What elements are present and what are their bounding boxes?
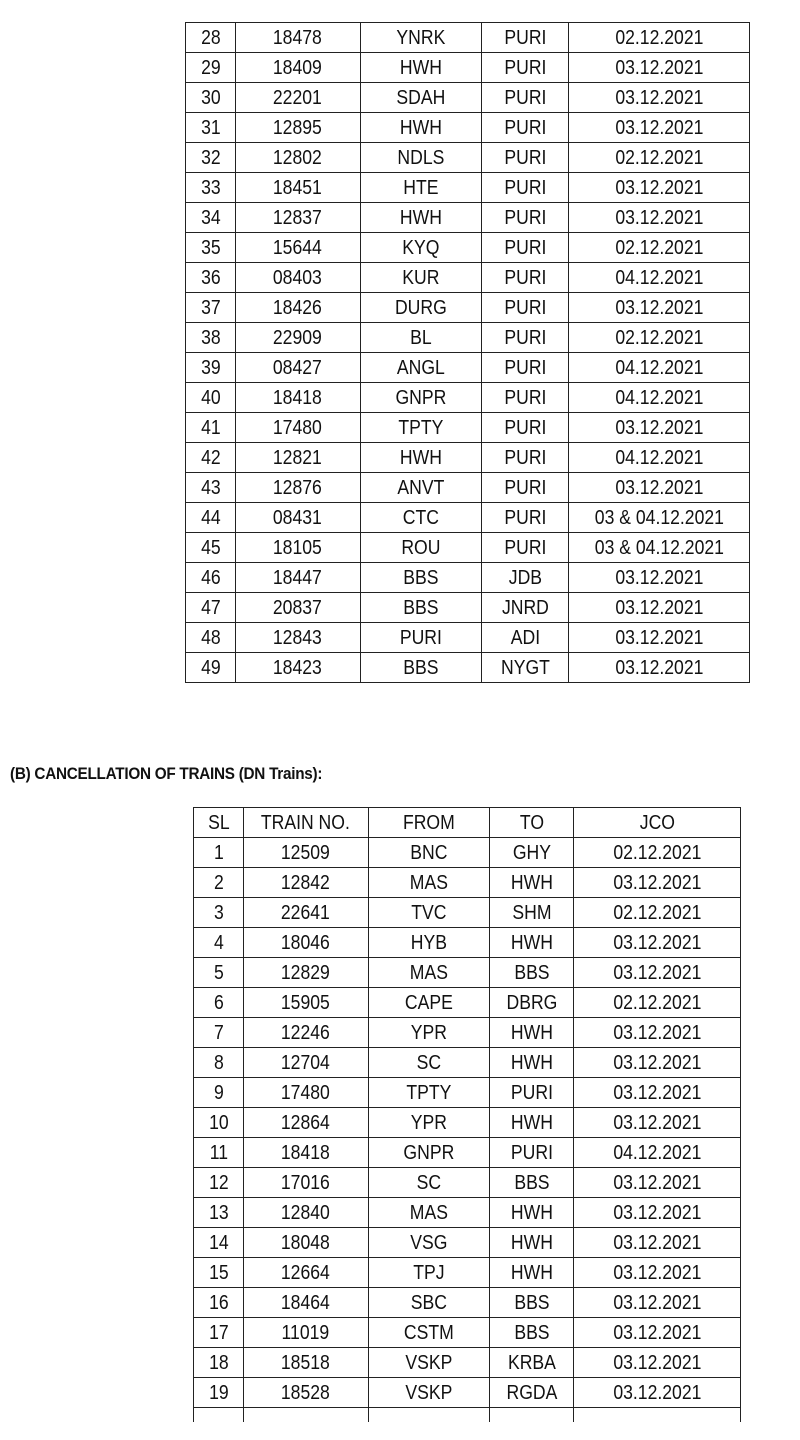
from-cell: SC [375,1048,482,1078]
from-cell: VSKP [375,1378,482,1408]
train-no-cell: 18518 [251,1348,361,1378]
jco-cell: 03.12.2021 [584,1288,731,1318]
sl-cell: 14 [196,1228,240,1258]
sl-cell: 6 [196,988,240,1018]
train-no-cell: 15905 [251,988,361,1018]
table-row [194,988,741,1018]
table-row [186,23,750,53]
table-row [186,503,750,533]
table-row [194,1168,741,1198]
to-cell: PURI [495,1078,569,1108]
train-no-cell: 11019 [251,1318,361,1348]
jco-cell: 04.12.2021 [580,383,739,413]
from-cell: GNPR [375,1138,482,1168]
table-row [194,1018,741,1048]
train-no-cell: 18423 [243,653,353,683]
table-row [194,1198,741,1228]
jco-cell: 03.12.2021 [580,413,739,443]
to-cell: PURI [487,383,563,413]
train-no-cell: 22201 [243,83,353,113]
from-cell: GNPR [367,383,474,413]
to-cell: BBS [495,1168,569,1198]
train-no-cell: 12876 [243,473,353,503]
table-row [186,593,750,623]
jco-cell: 03.12.2021 [584,1258,731,1288]
from-cell: HWH [367,53,474,83]
blank-row [194,1408,741,1423]
sl-cell: 33 [188,173,232,203]
jco-cell: 03.12.2021 [584,1108,731,1138]
dn-trains-cancellation-table [193,807,741,1422]
table-row [194,1258,741,1288]
table-row [186,443,750,473]
to-cell: PURI [487,263,563,293]
from-cell: BNC [375,838,482,868]
train-no-cell: 20837 [243,593,353,623]
train-no-cell: 18048 [251,1228,361,1258]
train-no-cell: 18426 [243,293,353,323]
jco-cell: 03.12.2021 [580,203,739,233]
header-jco: JCO [584,808,731,838]
table-row [194,898,741,928]
train-no-cell: 18447 [243,563,353,593]
train-no-cell: 22641 [251,898,361,928]
to-cell: JNRD [487,593,563,623]
sl-cell: 18 [196,1348,240,1378]
blank-cell [251,1408,361,1423]
from-cell: KUR [367,263,474,293]
header-train-no: TRAIN NO. [251,808,361,838]
from-cell: SBC [375,1288,482,1318]
table-row [194,1138,741,1168]
sl-cell: 12 [196,1168,240,1198]
train-no-cell: 18451 [243,173,353,203]
table-row [186,173,750,203]
to-cell: PURI [487,413,563,443]
table-row [186,563,750,593]
jco-cell: 04.12.2021 [580,443,739,473]
sl-cell: 9 [196,1078,240,1108]
jco-cell: 03.12.2021 [584,1018,731,1048]
to-cell: GHY [495,838,569,868]
to-cell: PURI [487,443,563,473]
train-no-cell: 18418 [251,1138,361,1168]
to-cell: DBRG [495,988,569,1018]
table-row [186,293,750,323]
sl-cell: 28 [188,23,232,53]
table-row [186,203,750,233]
train-no-cell: 12895 [243,113,353,143]
sl-cell: 30 [188,83,232,113]
jco-cell: 03.12.2021 [584,1198,731,1228]
to-cell: JDB [487,563,563,593]
from-cell: HTE [367,173,474,203]
from-cell: CAPE [375,988,482,1018]
to-cell: PURI [487,503,563,533]
train-no-cell: 12246 [251,1018,361,1048]
jco-cell: 04.12.2021 [584,1138,731,1168]
jco-cell: 03.12.2021 [584,1048,731,1078]
jco-cell: 03 & 04.12.2021 [580,503,739,533]
train-no-cell: 12840 [251,1198,361,1228]
from-cell: BL [367,323,474,353]
sl-cell: 15 [196,1258,240,1288]
sl-cell: 40 [188,383,232,413]
train-no-cell: 18464 [251,1288,361,1318]
to-cell: PURI [495,1138,569,1168]
jco-cell: 03.12.2021 [580,563,739,593]
from-cell: BBS [367,563,474,593]
to-cell: HWH [495,1018,569,1048]
from-cell: DURG [367,293,474,323]
sl-cell: 34 [188,203,232,233]
table-row [194,1348,741,1378]
train-no-cell: 12829 [251,958,361,988]
jco-cell: 02.12.2021 [580,323,739,353]
table-body [194,838,741,1423]
train-no-cell: 18105 [243,533,353,563]
section-b-heading: (B) CANCELLATION OF TRAINS (DN Trains): [10,764,323,783]
cancellation-table-continued [185,22,750,683]
to-cell: PURI [487,203,563,233]
table-row [194,838,741,868]
to-cell: PURI [487,23,563,53]
header-row [194,808,741,838]
sl-cell: 11 [196,1138,240,1168]
jco-cell: 02.12.2021 [584,838,731,868]
sl-cell: 38 [188,323,232,353]
train-no-cell: 18478 [243,23,353,53]
sl-cell: 4 [196,928,240,958]
jco-cell: 03.12.2021 [584,1078,731,1108]
header-to: TO [495,808,569,838]
sl-cell: 41 [188,413,232,443]
jco-cell: 03.12.2021 [580,473,739,503]
train-no-cell: 18046 [251,928,361,958]
from-cell: HYB [375,928,482,958]
to-cell: NYGT [487,653,563,683]
sl-cell: 8 [196,1048,240,1078]
sl-cell: 5 [196,958,240,988]
to-cell: BBS [495,958,569,988]
to-cell: HWH [495,868,569,898]
from-cell: HWH [367,203,474,233]
table-row [194,1378,741,1408]
jco-cell: 04.12.2021 [580,353,739,383]
sl-cell: 2 [196,868,240,898]
blank-cell [584,1408,731,1423]
table-row [186,623,750,653]
from-cell: HWH [367,443,474,473]
sl-cell: 1 [196,838,240,868]
train-no-cell: 08403 [243,263,353,293]
sl-cell: 16 [196,1288,240,1318]
from-cell: NDLS [367,143,474,173]
to-cell: PURI [487,533,563,563]
train-no-cell: 15644 [243,233,353,263]
jco-cell: 03 & 04.12.2021 [580,533,739,563]
jco-cell: 03.12.2021 [584,868,731,898]
sl-cell: 19 [196,1378,240,1408]
table-row [194,958,741,988]
table-row [186,113,750,143]
train-no-cell: 08427 [243,353,353,383]
sl-cell: 35 [188,233,232,263]
sl-cell: 43 [188,473,232,503]
train-no-cell: 18409 [243,53,353,83]
table-body [186,23,750,683]
jco-cell: 03.12.2021 [580,83,739,113]
to-cell: ADI [487,623,563,653]
train-no-cell: 17480 [243,413,353,443]
from-cell: SC [375,1168,482,1198]
to-cell: RGDA [495,1378,569,1408]
from-cell: ROU [367,533,474,563]
jco-cell: 03.12.2021 [584,928,731,958]
from-cell: YPR [375,1108,482,1138]
blank-cell [495,1408,569,1423]
table-row [186,143,750,173]
to-cell: HWH [495,1198,569,1228]
table-row [186,353,750,383]
table-row [186,653,750,683]
to-cell: HWH [495,1048,569,1078]
jco-cell: 03.12.2021 [580,293,739,323]
train-no-cell: 17016 [251,1168,361,1198]
from-cell: TPJ [375,1258,482,1288]
train-no-cell: 08431 [243,503,353,533]
to-cell: PURI [487,173,563,203]
jco-cell: 03.12.2021 [580,53,739,83]
jco-cell: 03.12.2021 [580,653,739,683]
to-cell: PURI [487,53,563,83]
to-cell: BBS [495,1318,569,1348]
jco-cell: 03.12.2021 [584,1378,731,1408]
jco-cell: 03.12.2021 [584,1228,731,1258]
from-cell: TPTY [367,413,474,443]
train-no-cell: 12837 [243,203,353,233]
from-cell: ANGL [367,353,474,383]
table-row [186,323,750,353]
table-row [186,83,750,113]
sl-cell: 7 [196,1018,240,1048]
from-cell: MAS [375,1198,482,1228]
to-cell: HWH [495,928,569,958]
from-cell: HWH [367,113,474,143]
table-row [186,383,750,413]
from-cell: MAS [375,868,482,898]
sl-cell: 36 [188,263,232,293]
jco-cell: 03.12.2021 [584,1318,731,1348]
train-no-cell: 12864 [251,1108,361,1138]
jco-cell: 04.12.2021 [580,263,739,293]
table-row [194,928,741,958]
sl-cell: 46 [188,563,232,593]
from-cell: TVC [375,898,482,928]
jco-cell: 03.12.2021 [580,623,739,653]
jco-cell: 02.12.2021 [584,898,731,928]
to-cell: HWH [495,1258,569,1288]
from-cell: SDAH [367,83,474,113]
from-cell: BBS [367,593,474,623]
table-row [194,1048,741,1078]
train-no-cell: 12509 [251,838,361,868]
to-cell: HWH [495,1228,569,1258]
sl-cell: 32 [188,143,232,173]
jco-cell: 02.12.2021 [580,143,739,173]
sl-cell: 39 [188,353,232,383]
blank-cell [196,1408,240,1423]
blank-cell [375,1408,482,1423]
table-row [186,53,750,83]
train-no-cell: 22909 [243,323,353,353]
table-row [194,1078,741,1108]
to-cell: BBS [495,1288,569,1318]
from-cell: YPR [375,1018,482,1048]
jco-cell: 02.12.2021 [580,233,739,263]
table-row [186,233,750,263]
to-cell: HWH [495,1108,569,1138]
jco-cell: 03.12.2021 [584,958,731,988]
table-row [194,1288,741,1318]
header-sl: SL [196,808,240,838]
table-row [194,1108,741,1138]
train-no-cell: 17480 [251,1078,361,1108]
to-cell: PURI [487,353,563,383]
sl-cell: 17 [196,1318,240,1348]
from-cell: KYQ [367,233,474,263]
table-row [194,1228,741,1258]
train-no-cell: 12664 [251,1258,361,1288]
table-row [186,413,750,443]
jco-cell: 03.12.2021 [580,113,739,143]
to-cell: PURI [487,473,563,503]
from-cell: PURI [367,623,474,653]
sl-cell: 45 [188,533,232,563]
sl-cell: 47 [188,593,232,623]
jco-cell: 03.12.2021 [580,173,739,203]
table-row [186,533,750,563]
train-no-cell: 12842 [251,868,361,898]
train-no-cell: 12821 [243,443,353,473]
train-no-cell: 12843 [243,623,353,653]
to-cell: PURI [487,233,563,263]
from-cell: TPTY [375,1078,482,1108]
sl-cell: 42 [188,443,232,473]
to-cell: PURI [487,113,563,143]
sl-cell: 37 [188,293,232,323]
to-cell: SHM [495,898,569,928]
from-cell: CSTM [375,1318,482,1348]
jco-cell: 03.12.2021 [580,593,739,623]
sl-cell: 49 [188,653,232,683]
jco-cell: 03.12.2021 [584,1168,731,1198]
from-cell: ANVT [367,473,474,503]
table-header [194,808,741,838]
sl-cell: 29 [188,53,232,83]
train-no-cell: 12704 [251,1048,361,1078]
sl-cell: 3 [196,898,240,928]
sl-cell: 48 [188,623,232,653]
to-cell: PURI [487,143,563,173]
train-no-cell: 18418 [243,383,353,413]
train-no-cell: 12802 [243,143,353,173]
jco-cell: 02.12.2021 [584,988,731,1018]
to-cell: PURI [487,323,563,353]
header-from: FROM [375,808,482,838]
table-row [194,868,741,898]
sl-cell: 44 [188,503,232,533]
table-row [186,263,750,293]
sl-cell: 31 [188,113,232,143]
sl-cell: 10 [196,1108,240,1138]
train-no-cell: 18528 [251,1378,361,1408]
from-cell: VSG [375,1228,482,1258]
from-cell: YNRK [367,23,474,53]
to-cell: KRBA [495,1348,569,1378]
table-row [194,1318,741,1348]
to-cell: PURI [487,293,563,323]
jco-cell: 03.12.2021 [584,1348,731,1378]
table-row [186,473,750,503]
from-cell: VSKP [375,1348,482,1378]
sl-cell: 13 [196,1198,240,1228]
from-cell: MAS [375,958,482,988]
to-cell: PURI [487,83,563,113]
from-cell: BBS [367,653,474,683]
from-cell: CTC [367,503,474,533]
jco-cell: 02.12.2021 [580,23,739,53]
